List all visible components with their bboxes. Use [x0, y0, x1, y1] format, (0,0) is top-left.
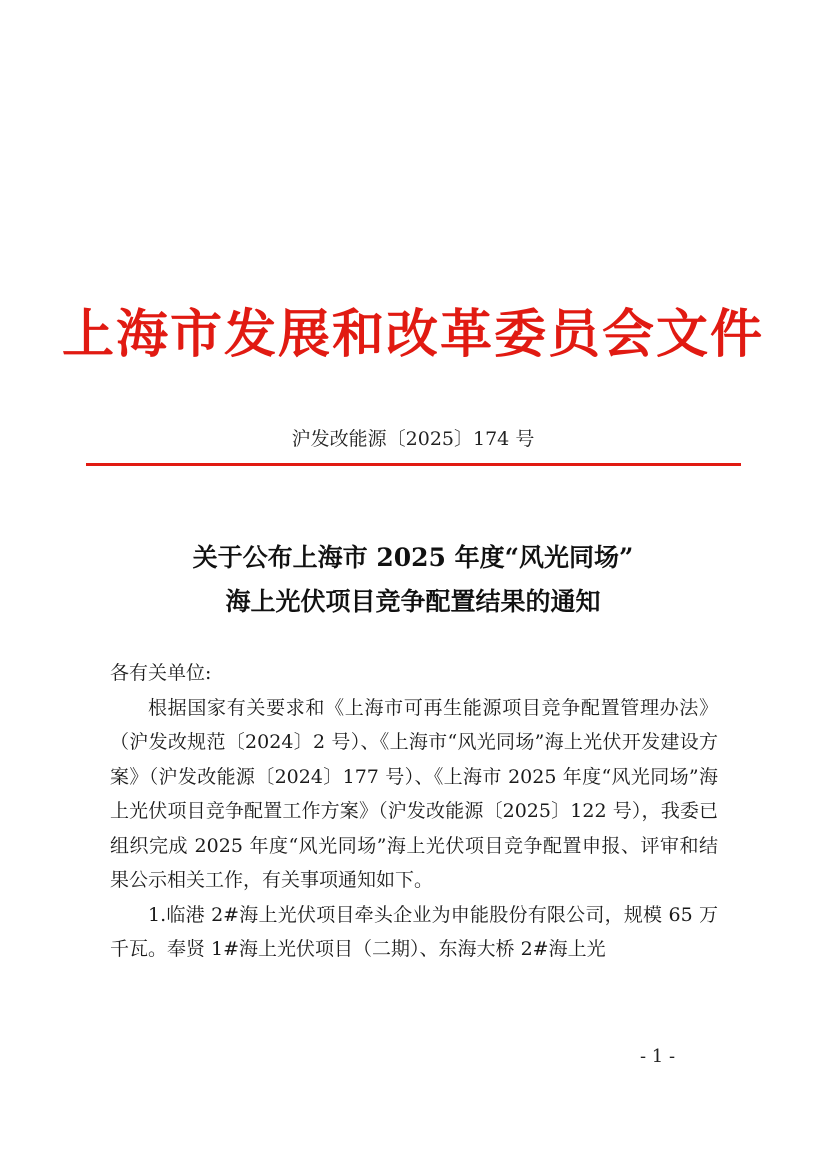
title-line-2: 海上光伏项目竞争配置结果的通知: [225, 587, 601, 616]
title-line-1: 关于公布上海市 2025 年度“风光同场”: [192, 543, 634, 572]
notice-body: [110, 656, 718, 967]
notice-title: [0, 536, 826, 624]
issuer-masthead: 上海市发展和改革委员会文件: [61, 305, 764, 365]
body-paragraph-2: 1.临港 2#海上光伏项目牵头企业为申能股份有限公司，规模 65 万千瓦。奉贤 1#海上光伏项目（二期）、东海大桥 2#海上光: [110, 903, 718, 960]
body-paragraph-1: 根据国家有关要求和《上海市可再生能源项目竞争配置管理办法》（沪发改规范〔2024〕2 号）、《上海市“风光同场”海上光伏开发建设方案》（沪发改能源〔2024〕177 号）、《上海市 2025 年度“风光同场”海上光伏项目竞争配置工作方案》（沪发改能源〔2025〕122 号），我委已组织完成 2025 年度“风光同场”海上光伏项目竞争配置申报、评审和结果公示相关工作，有关事项通知如下。: [110, 696, 718, 891]
document-number: 沪发改能源〔2025〕174 号: [291, 428, 535, 450]
salutation: 各有关单位:: [110, 662, 212, 684]
page-number: - 1 -: [640, 1046, 676, 1067]
red-divider: [86, 463, 741, 466]
